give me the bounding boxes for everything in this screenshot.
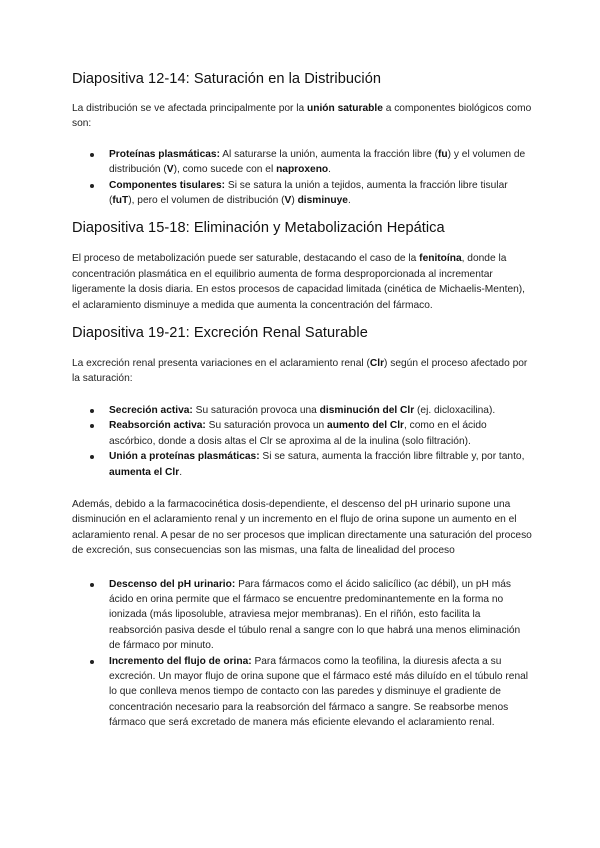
heading-excrecion: Diapositiva 19-21: Excreción Renal Saturable — [72, 325, 368, 342]
paragraph-excrecion-intro — [72, 356, 532, 387]
bold-term: unión saturable — [307, 103, 383, 114]
bold-term: V — [166, 164, 174, 176]
text-run: Si se satura, aumenta la fracción libre filtrable y, por tanto, — [259, 451, 525, 463]
paragraph-excrecion-ph: Además, debido a la farmacocinética dosis-dependiente, el descenso del pH urinario supone una disminución en el aclaramiento renal y un incremento en el flujo de orina supone un aumento en el aclaramiento renal. A pesar de no ser procesos que implican directamente una saturación del proceso de excreción, sus consecuencias son las mismas, una falta de linealidad del proceso — [72, 498, 532, 557]
list-item-tisulares — [72, 178, 532, 209]
text-run: ) — [291, 195, 298, 207]
bold-term: Proteínas plasmáticas: — [109, 148, 220, 160]
list-item-proteinas — [72, 147, 532, 178]
bold-term: Incremento del flujo de orina: — [109, 655, 252, 667]
list-item-ph-urinario — [72, 577, 532, 654]
bold-term: V — [284, 195, 292, 207]
text-run: La excreción renal presenta variaciones en el aclaramiento renal ( — [72, 358, 370, 370]
text-run: ) según el proceso afectado por la saturación: — [72, 358, 528, 385]
bold-term: fuT — [112, 195, 129, 207]
text-run: . — [328, 164, 331, 176]
list-item-union-proteinas — [72, 449, 532, 480]
list-item-secrecion — [72, 403, 532, 418]
heading-distribucion: Diapositiva 12-14: Saturación en la Distribución — [72, 71, 382, 87]
list-item-reabsorcion — [72, 418, 532, 449]
text-run: ), como sucede con el — [173, 164, 277, 176]
paragraph-eliminacion — [72, 251, 532, 313]
text-run: La distribución se ve afectada principalmente por la — [72, 103, 308, 114]
bold-term: aumento del Clr — [327, 420, 405, 432]
text-run: Su saturación provoca un — [205, 420, 328, 432]
list-item-flujo-orina — [72, 654, 532, 731]
list-excrecion-factores — [72, 577, 532, 731]
text-run: Si se satura la unión a tejidos, aumenta la fracción libre tisular ( — [109, 179, 508, 207]
text-run: , como en el ácido ascórbico, donde a dosis altas el Clr se aproxima al de la inulina (solo filtración). — [109, 420, 487, 447]
text-run: ), pero el volumen de distribución ( — [128, 195, 285, 207]
text-run: . — [347, 195, 351, 207]
bold-term: Reabsorción activa: — [109, 420, 206, 432]
text-run: Para fármacos como el ácido salicílico (ac débil), un pH más ácido en orina permite que el fármaco se encuentre predominantemente en la forma no ionizada (más liposoluble, atraviesa mejor membranas). En el riñón, esto facilita la reabsorción pasiva desde el túbulo renal a sangre con lo que habrá una menos eliminación de fármaco por minuto. — [109, 578, 521, 652]
bold-term: Componentes tisulares: — [109, 179, 226, 191]
heading-eliminacion: Diapositiva 15-18: Eliminación y Metabolización Hepática — [72, 220, 445, 237]
paragraph-distribucion-intro — [72, 101, 532, 132]
text-run: ) y el volumen de distribución ( — [109, 148, 526, 176]
text-run: a componentes biológicos como son: — [72, 103, 532, 130]
bold-term: Unión a proteínas plasmáticas: — [109, 451, 260, 463]
text-run: Su saturación provoca una — [192, 404, 320, 416]
text-run: (ej. dicloxacilina). — [414, 404, 496, 416]
bold-term: disminuye — [297, 195, 348, 207]
list-excrecion — [72, 403, 532, 480]
text-run: El proceso de metabolización puede ser saturable, destacando el caso de la — [72, 253, 420, 265]
text-run: Al saturarse la unión, aumenta la fracción libre ( — [219, 148, 438, 160]
bold-term: disminución del Clr — [319, 404, 415, 416]
text-run: , donde la concentración plasmática en el equilibrio aumenta de forma desproporcionada al incrementar ligeramente la dosis diaria. En estos procesos de capacidad limitada (cinética de Michaelis-Menten), el aclaramiento disminuye a medida que aumenta la concentración del fármaco. — [72, 253, 526, 311]
bold-term: fu — [438, 148, 448, 160]
bold-term: fenitoína — [419, 253, 462, 265]
list-distribucion — [72, 147, 532, 209]
bold-term: Descenso del pH urinario: — [109, 578, 236, 590]
text-run: . — [179, 466, 183, 478]
bold-term: Clr — [369, 358, 385, 370]
text-run: Para fármacos como la teofilina, la diuresis afecta a su excreción. Un mayor flujo de orina supone que el fármaco esté más diluído en el túbulo renal lo que conlleva menos tiempo de contacto con las paredes y disminuye el gradiente de concentración necesario para la reabsorción del fármaco a sangre. Se reabsorbe menos fármaco que será excretado de manera más eficiente elevando el aclaramiento renal. — [109, 655, 529, 729]
bold-term: naproxeno — [276, 164, 329, 176]
bold-term: Secreción activa: — [109, 404, 193, 416]
bold-term: aumenta el Clr — [109, 466, 180, 478]
